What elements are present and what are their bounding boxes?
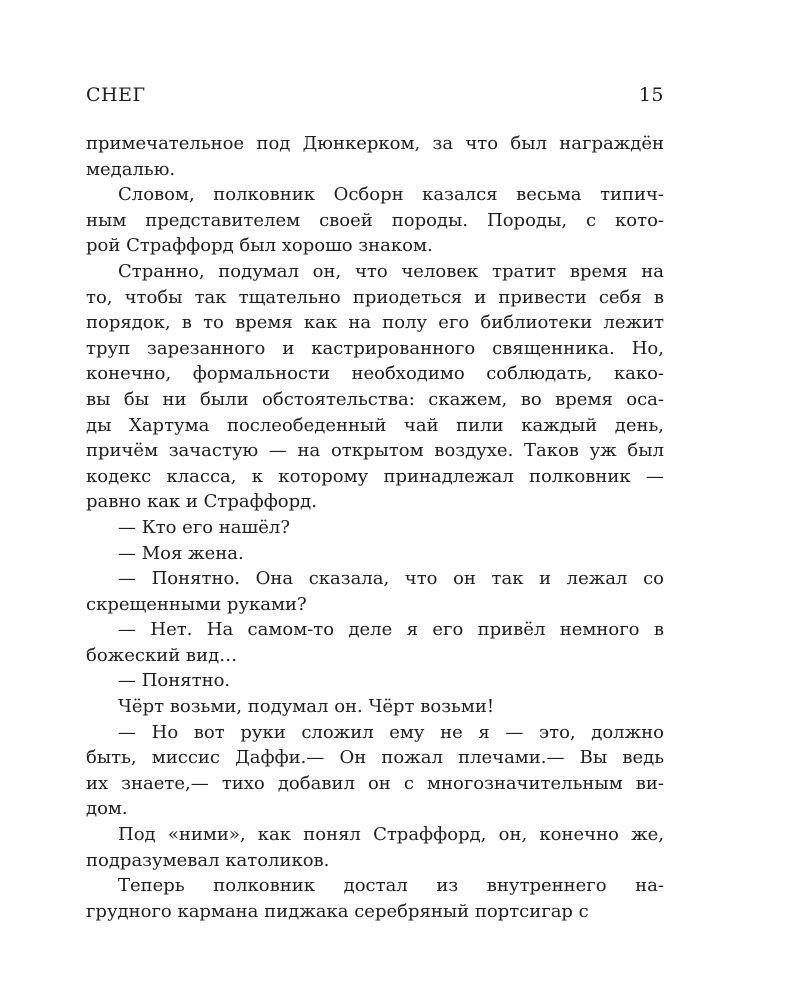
text-line: быть, миссис Даффи.— Он пожал плечами.— Вы ведь — [86, 747, 664, 769]
running-header — [86, 84, 664, 110]
body-text — [86, 131, 664, 924]
text-line: Под «ними», как понял Страффорд, он, конечно же, — [118, 824, 664, 846]
text-line: ным представителем своей породы. Породы, с кото- — [86, 209, 664, 231]
paragraph — [86, 822, 664, 873]
paragraph — [86, 720, 664, 822]
text-line: равно как и Страффорд. — [86, 491, 317, 513]
paragraph — [86, 617, 664, 668]
text-line: конечно, формальности необходимо соблюдать, како- — [86, 363, 664, 385]
text-line: — Кто его нашёл? — [118, 516, 291, 538]
paragraph — [86, 259, 664, 515]
text-line: их знаете,— тихо добавил он с многозначительным ви- — [86, 772, 664, 794]
text-line: причём зачастую — на открытом воздухе. Таков уж был — [86, 440, 664, 462]
paragraph — [86, 694, 664, 720]
paragraph — [86, 182, 664, 259]
text-line: рой Страффорд был хорошо знаком. — [86, 235, 433, 257]
text-line: ды Хартума послеобеденный чай пили каждый день, — [86, 414, 664, 436]
paragraph — [86, 515, 664, 541]
text-line: — Понятно. Она сказала, что он так и лежал со — [118, 568, 664, 590]
paragraph — [86, 566, 664, 617]
text-line: труп зарезанного и кастрированного священника. Но, — [86, 337, 664, 359]
paragraph — [86, 541, 664, 567]
chapter-title: СНЕГ — [86, 84, 146, 106]
text-line: дом. — [86, 798, 128, 820]
text-line: — Но вот руки сложил ему не я — это, должно — [118, 721, 664, 743]
text-line: примечательное под Дюнкерком, за что был награждён — [86, 133, 664, 154]
text-line: — Нет. На самом-то деле я его привёл немного в — [118, 619, 664, 641]
paragraph — [86, 873, 664, 924]
text-line: подразумевал католиков. — [86, 849, 330, 871]
text-line: то, чтобы так тщательно приодеться и привести себя в — [86, 286, 664, 308]
text-line: — Моя жена. — [118, 542, 244, 564]
text-line: порядок, в то время как на полу его библиотеки лежит — [86, 312, 664, 334]
text-line: Чёрт возьми, подумал он. Чёрт возьми! — [118, 696, 495, 718]
text-line: Словом, полковник Осборн казался весьма типич- — [118, 184, 664, 206]
text-line: медалью. — [86, 158, 176, 180]
paragraph — [86, 131, 664, 182]
text-line: грудного кармана пиджака серебряный портсигар с — [86, 900, 589, 922]
text-line: — Понятно. — [118, 670, 231, 692]
text-line: божеский вид… — [86, 644, 238, 666]
paragraph — [86, 668, 664, 694]
text-line: кодекс класса, к которому принадлежал полковник — — [86, 465, 664, 487]
text-line: скрещенными руками? — [86, 593, 307, 615]
text-line: Странно, подумал он, что человек тратит время на — [118, 260, 664, 282]
page-number: 15 — [638, 84, 664, 106]
text-line: вы бы ни были обстоятельства: скажем, во время оса- — [86, 388, 664, 410]
text-line: Теперь полковник достал из внутреннего на- — [118, 875, 664, 897]
